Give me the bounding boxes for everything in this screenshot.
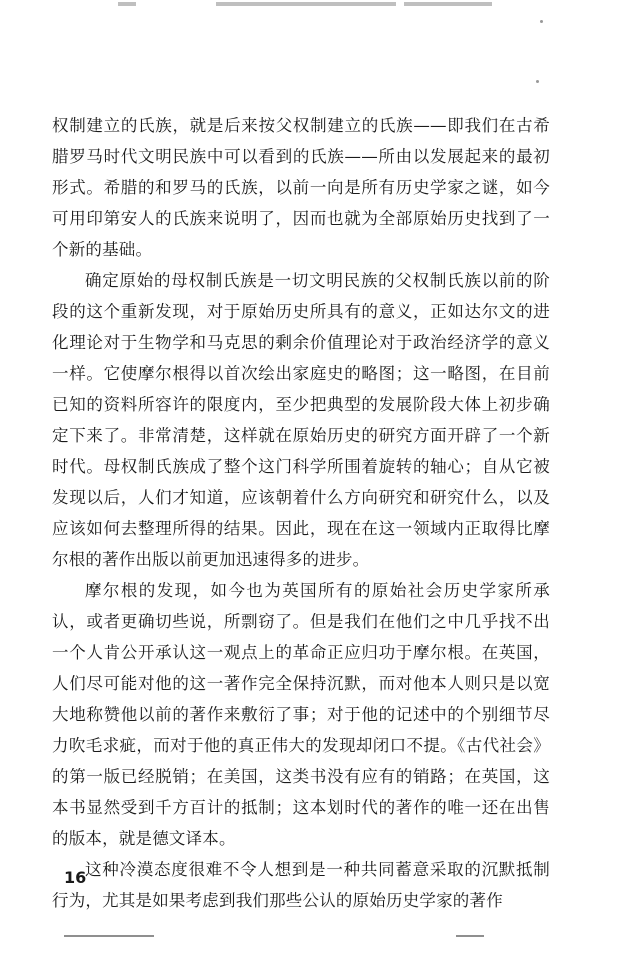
scan-dash (64, 935, 154, 937)
paragraph-3: 摩尔根的发现，如今也为英国所有的原始社会历史学家所承认，或者更确切些说，所剽窃了。但是我们在他们之中几乎找不出一个人肯公开承认这一观点上的革命正应归功于摩尔根。在英国，人们尽可能对他的这一著作完全保持沉默，而对他本人则只是以宽大地称赞他以前的著作来敷衍了事；对于他的记述中的个别细节尽力吹毛求疵，而对于他的真正伟大的发现却闭口不提。《古代社会》的第一版已经脱销；在美国，这类书没有应有的销路；在英国，这本书显然受到千方百计的抵制；这本划时代的著作的唯一还在出售的版本，就是德文译本。 (52, 581, 550, 848)
page-number: 16 (64, 868, 87, 887)
scan-smudge (404, 2, 492, 6)
scan-speck (536, 80, 539, 83)
paragraph-4: 这种冷漠态度很难不令人想到是一种共同蓄意采取的沉默抵制行为，尤其是如果考虑到我们那些公认的原始历史学家的著作 (52, 860, 550, 910)
scan-smudge (118, 2, 136, 6)
scan-artifact-top (0, 0, 638, 14)
scan-smudge (216, 2, 396, 6)
scan-dash (456, 935, 484, 937)
scan-speck (540, 20, 543, 23)
paragraph-1: 权制建立的氏族，就是后来按父权制建立的氏族——即我们在古希腊罗马时代文明民族中可以看到的氏族——所由以发展起来的最初形式。希腊的和罗马的氏族，以前一向是所有历史学家之谜，如今可用印第安人的氏族来说明了，因而也就为全部原始历史找到了一个新的基础。 (52, 116, 550, 259)
paragraph-2: 确定原始的母权制氏族是一切文明民族的父权制氏族以前的阶段的这个重新发现，对于原始历史所具有的意义，正如达尔文的进化理论对于生物学和马克思的剩余价值理论对于政治经济学的意义一样。它使摩尔根得以首次绘出家庭史的略图；这一略图，在目前已知的资料所容许的限度内，至少把典型的发展阶段大体上初步确定下来了。非常清楚，这样就在原始历史的研究方面开辟了一个新时代。母权制氏族成了整个这门科学所围着旋转的轴心；自从它被发现以后，人们才知道，应该朝着什么方向研究和研究什么，以及应该如何去整理所得的结果。因此，现在在这一领域内正取得比摩尔根的著作出版以前更加迅速得多的进步。 (52, 271, 550, 569)
scan-artifact-bottom (0, 930, 638, 942)
page-body (52, 110, 550, 916)
